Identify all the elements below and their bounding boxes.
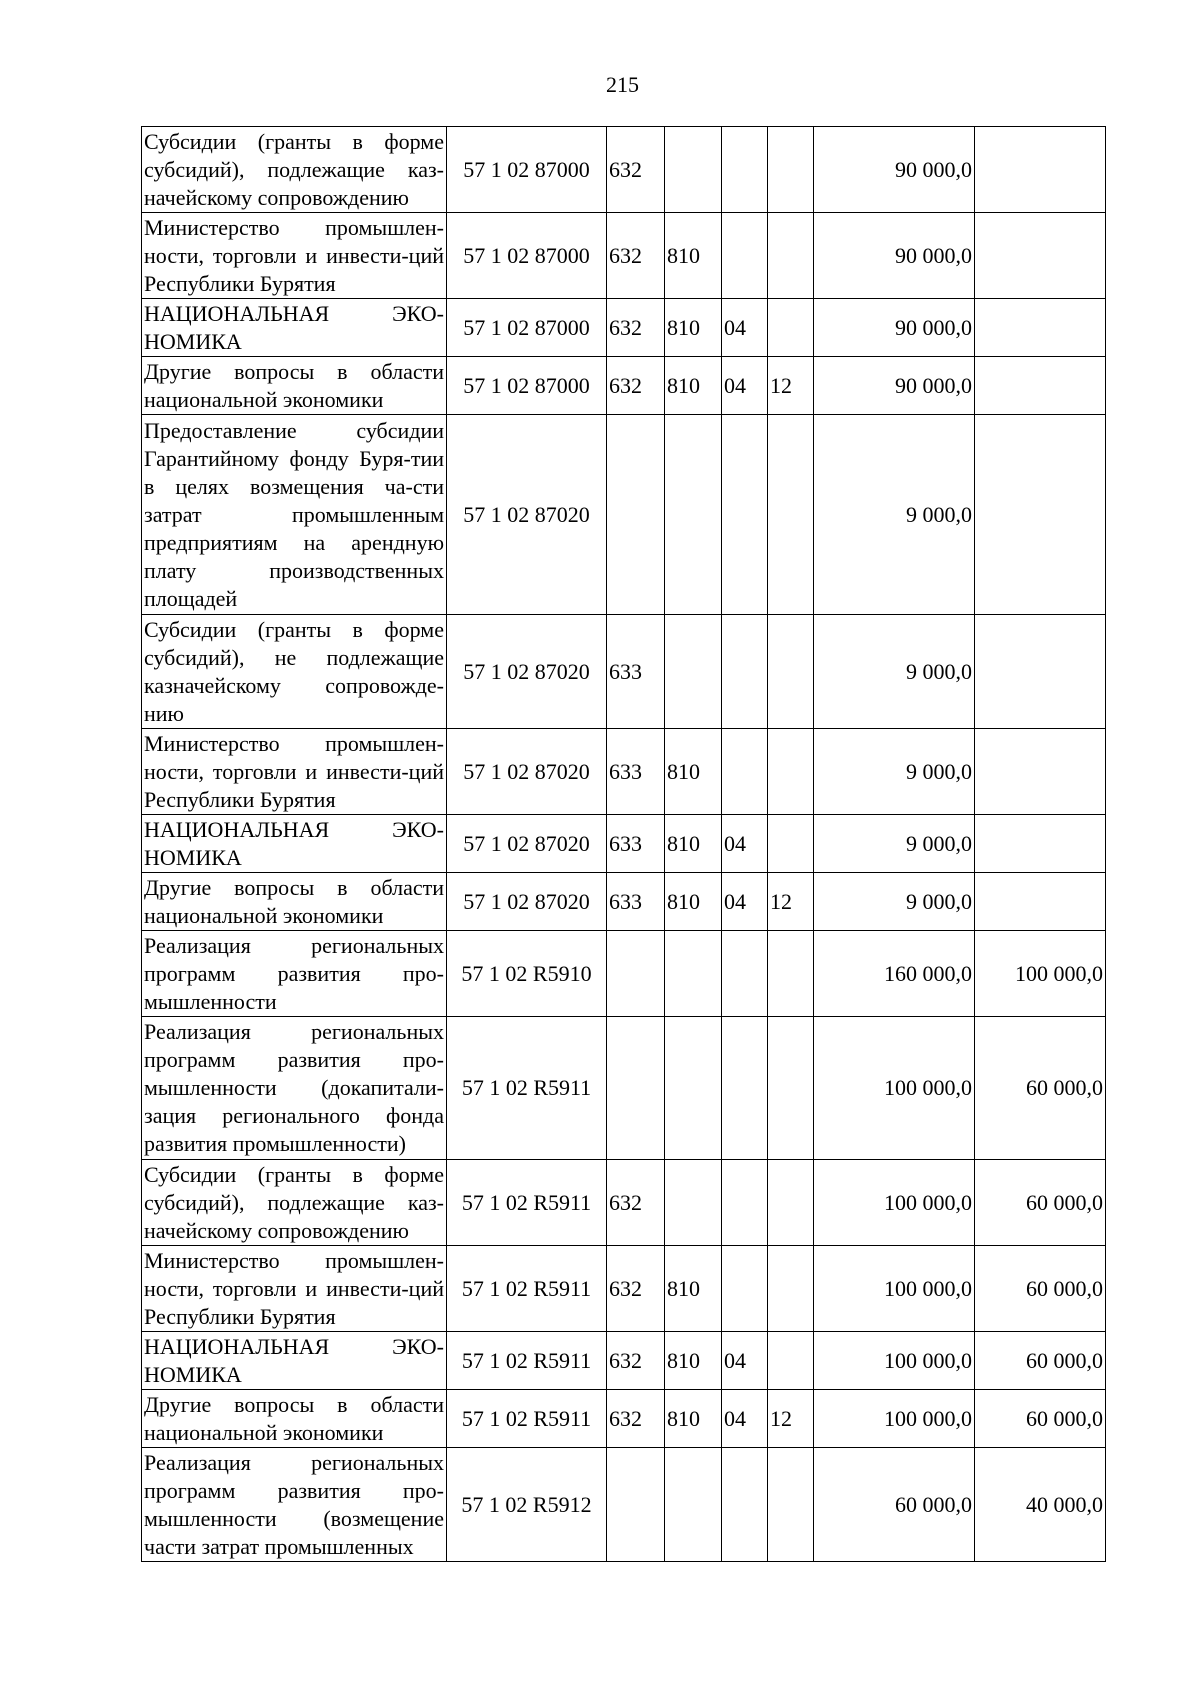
section-code-cell bbox=[722, 615, 768, 729]
amount-total-cell: 90 000,0 bbox=[814, 213, 975, 299]
subsection-code-cell bbox=[768, 299, 814, 357]
expense-type-cell: 632 bbox=[607, 1160, 665, 1246]
amount-federal-cell bbox=[975, 615, 1106, 729]
subsection-code-cell: 12 bbox=[768, 873, 814, 931]
target-code-cell: 57 1 02 87020 bbox=[447, 415, 607, 615]
expense-type-cell: 632 bbox=[607, 299, 665, 357]
table-row bbox=[142, 815, 1106, 873]
row-name-cell: НАЦИОНАЛЬНАЯ ЭКО-НОМИКА bbox=[142, 1332, 447, 1390]
row-name-cell: Субсидии (гранты в форме субсидий), подлежащие каз-начейскому сопровождению bbox=[142, 127, 447, 213]
department-code-cell bbox=[665, 1017, 722, 1160]
section-code-cell bbox=[722, 1160, 768, 1246]
department-code-cell: 810 bbox=[665, 299, 722, 357]
subsection-code-cell bbox=[768, 1332, 814, 1390]
expense-type-cell: 633 bbox=[607, 873, 665, 931]
department-code-cell bbox=[665, 1160, 722, 1246]
table-row bbox=[142, 873, 1106, 931]
table-body bbox=[142, 127, 1106, 1562]
amount-federal-cell: 40 000,0 bbox=[975, 1448, 1106, 1562]
table-row bbox=[142, 357, 1106, 415]
section-code-cell: 04 bbox=[722, 1332, 768, 1390]
row-name-cell: Субсидии (гранты в форме субсидий), не подлежащие казначейскому сопровожде-нию bbox=[142, 615, 447, 729]
expense-type-cell: 633 bbox=[607, 615, 665, 729]
amount-total-cell: 90 000,0 bbox=[814, 357, 975, 415]
row-name-cell: Предоставление субсидии Гарантийному фонду Буря-тии в целях возмещения ча-сти затрат промышленным предприятиям на арендную плату производственных площадей bbox=[142, 415, 447, 615]
row-name-cell: Реализация региональных программ развития про-мышленности (возмещение части затрат промышленных bbox=[142, 1448, 447, 1562]
table-row bbox=[142, 1390, 1106, 1448]
amount-federal-cell bbox=[975, 299, 1106, 357]
table-row bbox=[142, 1017, 1106, 1160]
department-code-cell: 810 bbox=[665, 357, 722, 415]
amount-total-cell: 100 000,0 bbox=[814, 1246, 975, 1332]
target-code-cell: 57 1 02 87000 bbox=[447, 357, 607, 415]
section-code-cell bbox=[722, 1246, 768, 1332]
row-name-cell: Министерство промышлен-ности, торговли и инвести-ций Республики Бурятия bbox=[142, 1246, 447, 1332]
expense-type-cell: 632 bbox=[607, 213, 665, 299]
table-row bbox=[142, 1160, 1106, 1246]
section-code-cell: 04 bbox=[722, 357, 768, 415]
budget-table bbox=[141, 126, 1106, 1562]
target-code-cell: 57 1 02 R5912 bbox=[447, 1448, 607, 1562]
row-name-cell: Субсидии (гранты в форме субсидий), подлежащие каз-начейскому сопровождению bbox=[142, 1160, 447, 1246]
amount-federal-cell bbox=[975, 357, 1106, 415]
amount-federal-cell: 60 000,0 bbox=[975, 1332, 1106, 1390]
row-name-cell: Министерство промышлен-ности, торговли и инвести-ций Республики Бурятия bbox=[142, 213, 447, 299]
department-code-cell: 810 bbox=[665, 815, 722, 873]
amount-total-cell: 100 000,0 bbox=[814, 1332, 975, 1390]
amount-total-cell: 9 000,0 bbox=[814, 415, 975, 615]
amount-total-cell: 60 000,0 bbox=[814, 1448, 975, 1562]
section-code-cell: 04 bbox=[722, 1390, 768, 1448]
target-code-cell: 57 1 02 R5911 bbox=[447, 1017, 607, 1160]
target-code-cell: 57 1 02 87000 bbox=[447, 127, 607, 213]
target-code-cell: 57 1 02 87020 bbox=[447, 729, 607, 815]
target-code-cell: 57 1 02 R5911 bbox=[447, 1390, 607, 1448]
table-row bbox=[142, 1448, 1106, 1562]
department-code-cell: 810 bbox=[665, 873, 722, 931]
department-code-cell: 810 bbox=[665, 729, 722, 815]
target-code-cell: 57 1 02 87000 bbox=[447, 213, 607, 299]
department-code-cell bbox=[665, 415, 722, 615]
target-code-cell: 57 1 02 R5911 bbox=[447, 1160, 607, 1246]
section-code-cell: 04 bbox=[722, 299, 768, 357]
amount-total-cell: 9 000,0 bbox=[814, 729, 975, 815]
section-code-cell bbox=[722, 127, 768, 213]
expense-type-cell: 632 bbox=[607, 127, 665, 213]
table-row bbox=[142, 931, 1106, 1017]
table-row bbox=[142, 127, 1106, 213]
row-name-cell: Другие вопросы в области национальной экономики bbox=[142, 1390, 447, 1448]
expense-type-cell bbox=[607, 931, 665, 1017]
amount-federal-cell: 60 000,0 bbox=[975, 1017, 1106, 1160]
amount-federal-cell bbox=[975, 415, 1106, 615]
section-code-cell bbox=[722, 415, 768, 615]
table-row bbox=[142, 1246, 1106, 1332]
expense-type-cell: 633 bbox=[607, 815, 665, 873]
amount-total-cell: 100 000,0 bbox=[814, 1017, 975, 1160]
department-code-cell: 810 bbox=[665, 213, 722, 299]
table-row bbox=[142, 729, 1106, 815]
expense-type-cell: 632 bbox=[607, 357, 665, 415]
department-code-cell: 810 bbox=[665, 1390, 722, 1448]
amount-federal-cell bbox=[975, 815, 1106, 873]
department-code-cell bbox=[665, 127, 722, 213]
subsection-code-cell: 12 bbox=[768, 1390, 814, 1448]
target-code-cell: 57 1 02 87020 bbox=[447, 615, 607, 729]
amount-total-cell: 160 000,0 bbox=[814, 931, 975, 1017]
row-name-cell: Другие вопросы в области национальной экономики bbox=[142, 357, 447, 415]
table-row bbox=[142, 1332, 1106, 1390]
target-code-cell: 57 1 02 R5911 bbox=[447, 1332, 607, 1390]
amount-total-cell: 100 000,0 bbox=[814, 1160, 975, 1246]
expense-type-cell bbox=[607, 1448, 665, 1562]
subsection-code-cell bbox=[768, 815, 814, 873]
row-name-cell: Реализация региональных программ развития про-мышленности (докапитали-зация регионального фонда развития промышленности) bbox=[142, 1017, 447, 1160]
target-code-cell: 57 1 02 87000 bbox=[447, 299, 607, 357]
subsection-code-cell bbox=[768, 1246, 814, 1332]
amount-total-cell: 9 000,0 bbox=[814, 815, 975, 873]
amount-total-cell: 90 000,0 bbox=[814, 127, 975, 213]
expense-type-cell: 632 bbox=[607, 1332, 665, 1390]
expense-type-cell: 632 bbox=[607, 1390, 665, 1448]
section-code-cell bbox=[722, 729, 768, 815]
subsection-code-cell bbox=[768, 931, 814, 1017]
target-code-cell: 57 1 02 87020 bbox=[447, 873, 607, 931]
page-number: 215 bbox=[606, 72, 639, 97]
amount-federal-cell bbox=[975, 729, 1106, 815]
subsection-code-cell bbox=[768, 1448, 814, 1562]
target-code-cell: 57 1 02 R5911 bbox=[447, 1246, 607, 1332]
table-row bbox=[142, 213, 1106, 299]
section-code-cell bbox=[722, 213, 768, 299]
amount-federal-cell: 100 000,0 bbox=[975, 931, 1106, 1017]
row-name-cell: НАЦИОНАЛЬНАЯ ЭКО-НОМИКА bbox=[142, 815, 447, 873]
expense-type-cell: 633 bbox=[607, 729, 665, 815]
table-row bbox=[142, 299, 1106, 357]
subsection-code-cell bbox=[768, 415, 814, 615]
row-name-cell: НАЦИОНАЛЬНАЯ ЭКО-НОМИКА bbox=[142, 299, 447, 357]
department-code-cell bbox=[665, 615, 722, 729]
amount-federal-cell bbox=[975, 873, 1106, 931]
row-name-cell: Министерство промышлен-ности, торговли и инвести-ций Республики Бурятия bbox=[142, 729, 447, 815]
table-row bbox=[142, 615, 1106, 729]
department-code-cell: 810 bbox=[665, 1332, 722, 1390]
amount-total-cell: 9 000,0 bbox=[814, 615, 975, 729]
subsection-code-cell bbox=[768, 1017, 814, 1160]
department-code-cell bbox=[665, 931, 722, 1017]
section-code-cell: 04 bbox=[722, 815, 768, 873]
subsection-code-cell bbox=[768, 1160, 814, 1246]
subsection-code-cell: 12 bbox=[768, 357, 814, 415]
expense-type-cell: 632 bbox=[607, 1246, 665, 1332]
subsection-code-cell bbox=[768, 615, 814, 729]
amount-federal-cell: 60 000,0 bbox=[975, 1390, 1106, 1448]
amount-total-cell: 100 000,0 bbox=[814, 1390, 975, 1448]
row-name-cell: Другие вопросы в области национальной экономики bbox=[142, 873, 447, 931]
subsection-code-cell bbox=[768, 213, 814, 299]
section-code-cell bbox=[722, 1017, 768, 1160]
row-name-cell: Реализация региональных программ развития про-мышленности bbox=[142, 931, 447, 1017]
amount-federal-cell: 60 000,0 bbox=[975, 1246, 1106, 1332]
section-code-cell bbox=[722, 1448, 768, 1562]
amount-total-cell: 9 000,0 bbox=[814, 873, 975, 931]
department-code-cell bbox=[665, 1448, 722, 1562]
subsection-code-cell bbox=[768, 729, 814, 815]
department-code-cell: 810 bbox=[665, 1246, 722, 1332]
target-code-cell: 57 1 02 R5910 bbox=[447, 931, 607, 1017]
amount-federal-cell bbox=[975, 213, 1106, 299]
table-row bbox=[142, 415, 1106, 615]
expense-type-cell bbox=[607, 1017, 665, 1160]
amount-federal-cell bbox=[975, 127, 1106, 213]
expense-type-cell bbox=[607, 415, 665, 615]
section-code-cell: 04 bbox=[722, 873, 768, 931]
section-code-cell bbox=[722, 931, 768, 1017]
subsection-code-cell bbox=[768, 127, 814, 213]
target-code-cell: 57 1 02 87020 bbox=[447, 815, 607, 873]
amount-total-cell: 90 000,0 bbox=[814, 299, 975, 357]
amount-federal-cell: 60 000,0 bbox=[975, 1160, 1106, 1246]
